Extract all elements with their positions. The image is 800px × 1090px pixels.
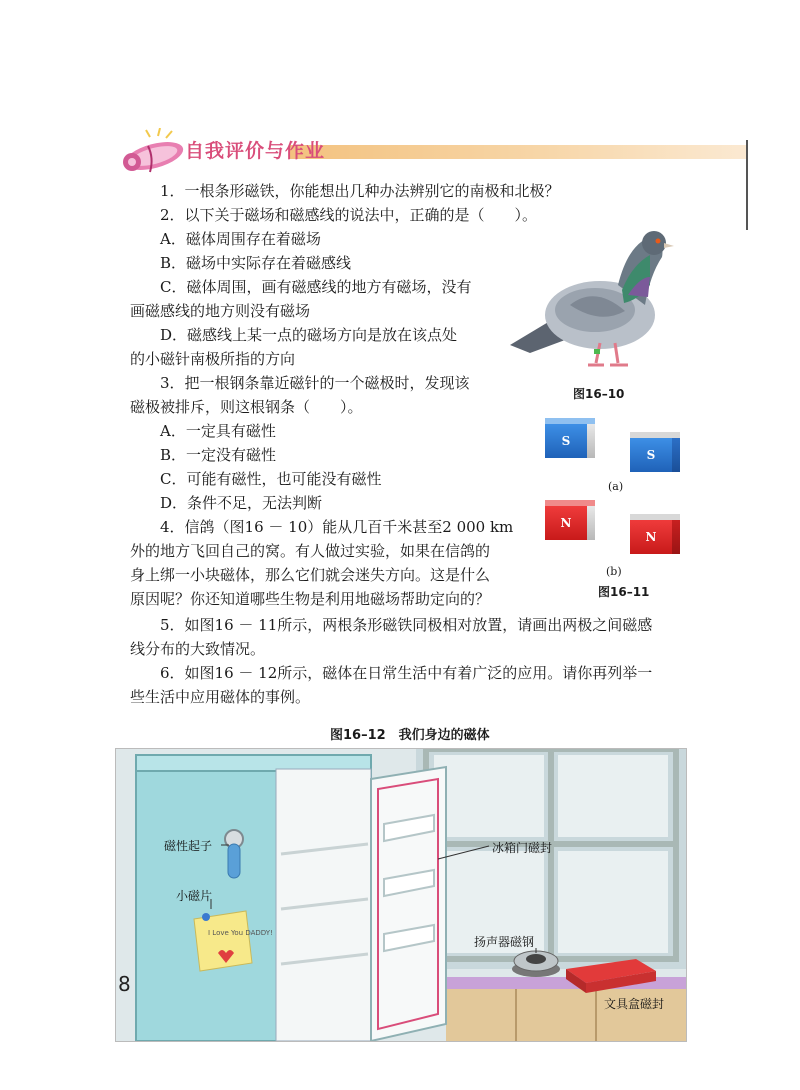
q4-text-cont1: 外的地方飞回自己的窝。有人做过实验，如果在信鸽的 [130, 542, 491, 560]
note-text: I Love You DADDY! [208, 929, 273, 937]
figure-16-10-label: 图16–10 [573, 387, 625, 401]
header-scroll-icon [120, 128, 190, 182]
q2-option-a: A．磁体周围存在着磁场 [160, 230, 321, 248]
q5-text-cont: 线分布的大致情况。 [130, 640, 266, 658]
magnet-n-left-pole: N [545, 506, 587, 540]
q3-option-a: A．一定具有磁性 [160, 422, 276, 440]
callout-magnetic-opener: 磁性起子 [164, 839, 213, 853]
q1-text: 1．一根条形磁铁，你能想出几种办法辨别它的南极和北极？ [160, 182, 560, 200]
q3-option-d: D．条件不足，无法判断 [160, 494, 323, 512]
q5-text: 5．如图16 － 11所示，两根条形磁铁同极相对放置，请画出两极之间磁感 [160, 616, 653, 634]
q4-text: 4．信鸽（图16 － 10）能从几百千米甚至2 000 km [160, 518, 514, 536]
q2-option-d-cont: 的小磁针南极所指的方向 [130, 350, 296, 368]
section-title: 自我评价与作业 [185, 140, 326, 162]
page-edge-mark [746, 140, 748, 230]
q2-option-c-cont: 画磁感线的地方则没有磁场 [130, 302, 311, 320]
figure-16-11-label: 图16–11 [598, 585, 650, 599]
magnet-s-right-pole: S [630, 438, 672, 472]
figure-16-12-caption: 图16–12 我们身边的磁体 [330, 728, 490, 743]
callout-fridge-seal: 冰箱门磁封 [492, 841, 553, 855]
q2-option-c: C．磁体周围，画有磁感线的地方有磁场，没有 [160, 278, 472, 296]
everyday-magnets-illustration [115, 748, 687, 1042]
q2-option-b: B．磁场中实际存在着磁感线 [160, 254, 352, 272]
magnet-n-right-pole: N [630, 520, 672, 554]
figure-16-11-a-label: (a) [608, 480, 624, 493]
magnet-s-right [630, 432, 680, 472]
q2-option-d: D．磁感线上某一点的磁场方向是放在该点处 [160, 326, 458, 344]
q6-text: 6．如图16 － 12所示，磁体在日常生活中有着广泛的应用。请你再列举一 [160, 664, 653, 682]
q4-text-cont2: 身上绑一小块磁体，那么它们就会迷失方向。这是什么 [130, 566, 491, 584]
callout-stationery-seal: 文具盒磁封 [604, 997, 665, 1011]
callout-speaker-magnet: 扬声器磁钢 [474, 935, 535, 949]
q3-option-b: B．一定没有磁性 [160, 446, 277, 464]
magnet-n-left [545, 500, 595, 540]
magnet-n-right [630, 514, 680, 554]
q3-text-cont: 磁极被排斥，则这根钢条（ ）。 [130, 398, 363, 416]
figure-16-11-b-label: (b) [606, 565, 622, 578]
page-number: 8 [118, 972, 131, 996]
magnet-s-left [545, 418, 595, 458]
callout-small-magnet: 小磁片 [176, 889, 213, 903]
q3-option-c: C．可能有磁性，也可能没有磁性 [160, 470, 382, 488]
magnet-s-left-pole: S [545, 424, 587, 458]
pigeon-image [500, 215, 675, 379]
q6-text-cont: 些生活中应用磁体的事例。 [130, 688, 311, 706]
q4-text-cont3: 原因呢？你还知道哪些生物是利用地磁场帮助定向的？ [130, 590, 491, 608]
q3-text: 3．把一根钢条靠近磁针的一个磁极时，发现该 [160, 374, 470, 392]
q2-text: 2．以下关于磁场和磁感线的说法中，正确的是（ ）。 [160, 206, 538, 224]
header-bar [290, 145, 748, 159]
